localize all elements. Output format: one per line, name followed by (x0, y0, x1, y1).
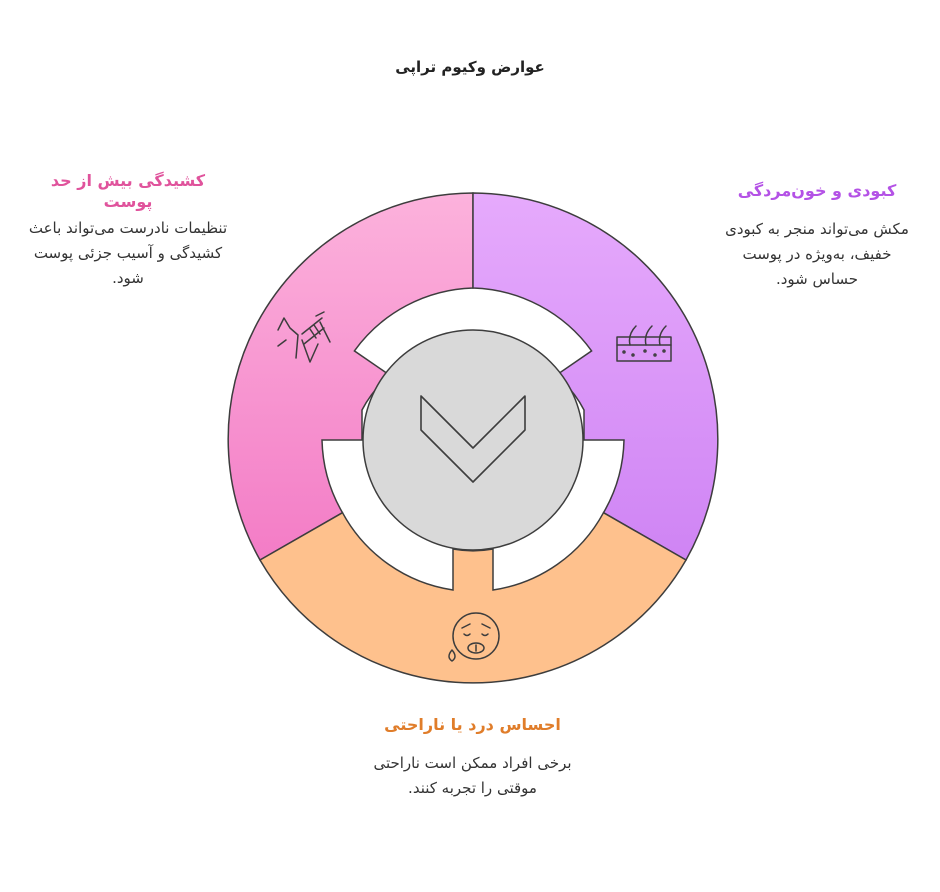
segment-top-right-heading: کبودی و خون‌مردگی (737, 181, 897, 200)
segment-top-left-text (28, 170, 228, 291)
segment-bottom-body: برخی افراد ممکن است ناراحتی موقتی را تجربه کنند. (373, 754, 572, 797)
segment-top-left-heading: کشیدگی بیش از حد پوست (50, 171, 206, 211)
segment-top-left-body: تنظیمات نادرست می‌تواند باعث کشیدگی و آسیب جزئی پوست شود. (28, 219, 228, 287)
segment-bottom-heading: احساس درد یا ناراحتی (384, 715, 561, 734)
segment-bottom-text (370, 714, 575, 801)
diagram-title: عوارض وکیوم تراپی (395, 58, 545, 76)
segment-top-right-text (722, 180, 912, 292)
center-circle (363, 330, 583, 550)
segment-top-right-body: مکش می‌تواند منجر به کبودی خفیف، به‌ویژه در پوست حساس شود. (725, 220, 909, 288)
